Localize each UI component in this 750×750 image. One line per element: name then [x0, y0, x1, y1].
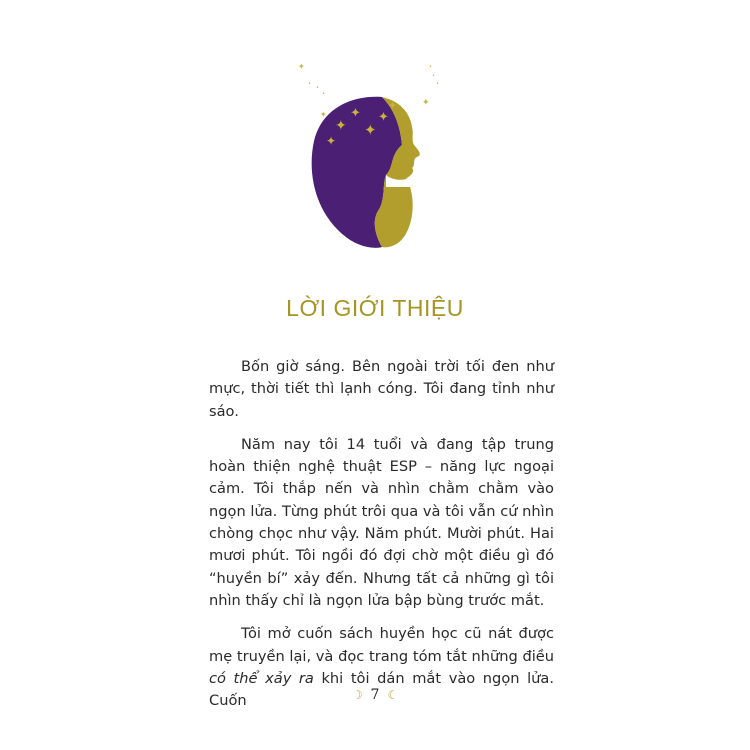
- svg-text:•: •: [322, 91, 325, 97]
- paragraph-text: Tôi mở cuốn sách huyền học cũ nát được mẹ truyền lại, và đọc trang tóm tắt những điều: [209, 625, 554, 665]
- paragraph: Bốn giờ sáng. Bên ngoài trời tối đen như mực, thời tiết thì lạnh cóng. Tôi đang tỉnh như sáo.: [209, 358, 554, 420]
- svg-text:✦: ✦: [298, 62, 305, 71]
- svg-text:✦: ✦: [326, 134, 337, 148]
- crescent-moon-icon: ☾: [387, 688, 399, 702]
- svg-text:✦: ✦: [378, 110, 389, 125]
- crescent-moon-icon: ☾: [351, 688, 363, 702]
- svg-text:✦: ✦: [350, 106, 361, 121]
- italic-phrase: có thể xảy ra: [209, 669, 314, 687]
- page-number: 7: [370, 687, 380, 703]
- svg-text:•: •: [436, 81, 439, 87]
- svg-text:✦: ✦: [422, 98, 430, 108]
- svg-text:✦: ✦: [335, 118, 347, 134]
- body-text: [209, 356, 554, 723]
- svg-text:•: •: [308, 81, 311, 87]
- woman-silhouette-stars-icon: [290, 55, 450, 255]
- svg-text:✦: ✦: [320, 110, 327, 119]
- paragraph-text: khi tôi dán mắt vào ngọn lửa. Cuốn: [209, 669, 554, 710]
- svg-text:•: •: [432, 73, 435, 79]
- svg-text:•: •: [429, 64, 432, 70]
- page-footer: [0, 687, 750, 703]
- page-title: LỜI GIỚI THIỆU: [286, 295, 464, 321]
- paragraph: Năm nay tôi 14 tuổi và đang tập trung hoàn thiện nghệ thuật ESP – năng lực ngoại cảm. Tôi thắp nến và nhìn chằm chằm vào ngọn lửa. Từng phút trôi qua và tôi vẫn cứ nhìn chòng chọc như vậy. Năm phút. Mười phút. Hai mươi phút. Tôi ngồi đó đợi chờ một điều gì đó “huyền bí” xảy đến. Nhưng tất cả những gì tôi nhìn thấy chỉ là ngọn lửa bập bùng trước mắt.: [209, 435, 554, 609]
- svg-text:✦: ✦: [364, 121, 377, 139]
- svg-text:✦: ✦: [388, 99, 398, 112]
- svg-text:•: •: [316, 85, 319, 91]
